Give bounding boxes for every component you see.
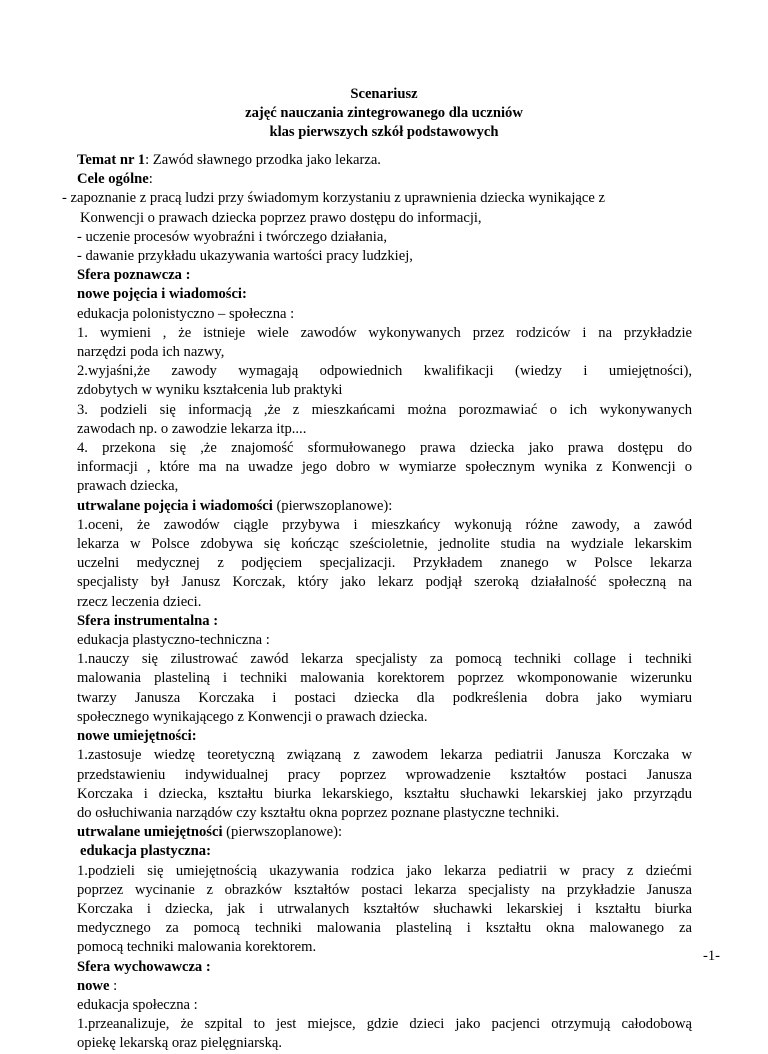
paragraph-line: uczelni medycznej z podjęciem specjalizacji. Przykładem znanego w Polsce lekarza xyxy=(77,555,692,572)
section-heading-educational: Sfera wychowawcza : xyxy=(77,958,211,975)
subheading-new: nowe : xyxy=(77,977,118,994)
paragraph-line: zdobytych w wyniku kształcenia lub praktyki xyxy=(77,382,343,399)
title-line-2: zajęć nauczania zintegrowanego dla uczniów xyxy=(245,105,523,122)
subheading-reinforced-skills: utrwalane umiejętności (pierwszoplanowe): xyxy=(77,824,343,841)
paragraph-line: 1.podzieli się umiejętnością ukazywania rodzica jako lekarza pediatrii w pracy z dziećmi xyxy=(77,862,692,879)
goals-heading: Cele ogólne: xyxy=(77,171,153,188)
topic-label: Temat nr 1 xyxy=(77,152,146,168)
paragraph-line: 2.wyjaśni,że zawody wymagają odpowiednich kwalifikacji (wiedzy i umiejętności), xyxy=(77,363,692,380)
paragraph-line: pomocą techniki malowania korektorem. xyxy=(77,939,317,956)
paragraph-line: narzędzi poda ich nazwy, xyxy=(77,344,225,361)
paragraph-line: informacji , które ma na uwadze jego dobro w wymiarze społecznym wynika z Konwencji o xyxy=(77,459,692,476)
paragraph-line: 4. przekona się ,że znajomość sformułowanego prawa dziecka jako prawa dostępu do xyxy=(77,440,692,457)
paragraph-line: specjalisty był Janusz Korczak, który jako lekarz podjął szeroką działalność społeczną na xyxy=(77,574,692,591)
paragraph-line: Korczaka i dziecka, jak i utrwalanych kształtów słuchawki lekarskiej i kształtu biurka xyxy=(77,900,692,917)
title-line-3: klas pierwszych szkół podstawowych xyxy=(269,124,499,141)
paragraph-line: malowania plasteliną i techniki malowania korektorem poprzez wkomponowanie wizerunku xyxy=(77,670,692,687)
document-body xyxy=(62,151,692,1054)
paragraph-line: 1.zastosuje wiedzę teoretyczną związaną z zawodem lekarza pediatrii Janusza Korczaka w xyxy=(77,747,692,764)
paragraph-line: do osłuchiwania narządów czy kształtu okna poprzez poznane plastyczne techniki. xyxy=(77,804,560,821)
paragraph-line: społecznego wynikającego z Konwencji o prawach dziecka. xyxy=(77,708,428,725)
topic-text: : Zawód sławnego przodka jako lekarza. xyxy=(145,152,381,168)
paragraph-line: 1.nauczy się zilustrować zawód lekarza specjalisty za pomocą techniki collage i techniki xyxy=(77,651,692,668)
education-area: edukacja plastyczno-techniczna : xyxy=(77,632,270,649)
subheading-new-skills: nowe umiejętności: xyxy=(77,728,197,745)
paragraph-line: 3. podzieli się informacją ,że z mieszkańcami można porozmawiać o ich wykonywanych xyxy=(77,401,692,418)
topic-line xyxy=(77,151,692,170)
goal-item: - zapoznanie z pracą ludzi przy świadomym korzystaniu z uprawnienia dziecka wynikające z xyxy=(62,190,605,207)
paragraph-line: przedstawieniu indywidualnej pracy poprzez wprowadzenie kształtów postaci Janusza xyxy=(77,766,692,783)
page-number: -1- xyxy=(703,948,721,964)
paragraph-line: 1.oceni, że zawodów ciągle przybywa i mieszkańcy wykonują różne zawody, a zawód xyxy=(77,516,692,533)
section-heading-instrumental: Sfera instrumentalna : xyxy=(77,612,219,629)
paragraph-line: prawach dziecka, xyxy=(77,478,179,495)
paragraph-line: poprzez wycinanie z obrazków kształtów postaci lekarza specjalisty na przykładzie Janusza xyxy=(77,881,692,898)
education-area: edukacja społeczna : xyxy=(77,996,198,1013)
goal-item: - uczenie procesów wyobraźni i twórczego działania, xyxy=(77,228,387,245)
paragraph-line: lekarza w Polsce zdobywa się kończąc sześcioletnie, jednolite studia na wydziale lekarskim xyxy=(77,536,692,553)
subheading-new-concepts: nowe pojęcia i wiadomości: xyxy=(77,286,247,303)
section-heading-cognitive: Sfera poznawcza : xyxy=(77,267,191,284)
paragraph-line: twarzy Janusza Korczaka i postaci dziecka dla podkreślenia dobra jako wymiaru xyxy=(77,689,692,706)
subheading-art-education: edukacja plastyczna: xyxy=(80,843,211,860)
paragraph-line: 1. wymieni , że istnieje wiele zawodów wykonywanych przez rodziców i na przykładzie xyxy=(77,324,692,341)
document-title xyxy=(0,85,768,143)
paragraph-line: opiekę lekarską oraz pielęgniarską. xyxy=(77,1035,283,1052)
paragraph-line: 1.przeanalizuje, że szpital to jest miejsce, gdzie dzieci jako pacjenci otrzymują całodobową xyxy=(77,1016,692,1033)
education-area: edukacja polonistyczno – społeczna : xyxy=(77,305,295,322)
paragraph-line: rzecz leczenia dzieci. xyxy=(77,593,202,610)
goal-item: Konwencji o prawach dziecka poprzez prawo dostępu do informacji, xyxy=(80,209,482,226)
paragraph-line: zawodach np. o zawodzie lekarza itp.... xyxy=(77,420,307,437)
paragraph-line: medycznego za pomocą techniki malowania plasteliną i kształtu okna malowanego za xyxy=(77,920,692,937)
subheading-reinforced-concepts: utrwalane pojęcia i wiadomości (pierwszoplanowe): xyxy=(77,497,393,514)
goal-item: - dawanie przykładu ukazywania wartości pracy ludzkiej, xyxy=(77,248,413,265)
title-line-1: Scenariusz xyxy=(350,86,418,102)
paragraph-line: Korczaka i dziecka, kształtu biurka lekarskiego, kształtu słuchawki lekarskiej jako przyrządu xyxy=(77,785,692,802)
